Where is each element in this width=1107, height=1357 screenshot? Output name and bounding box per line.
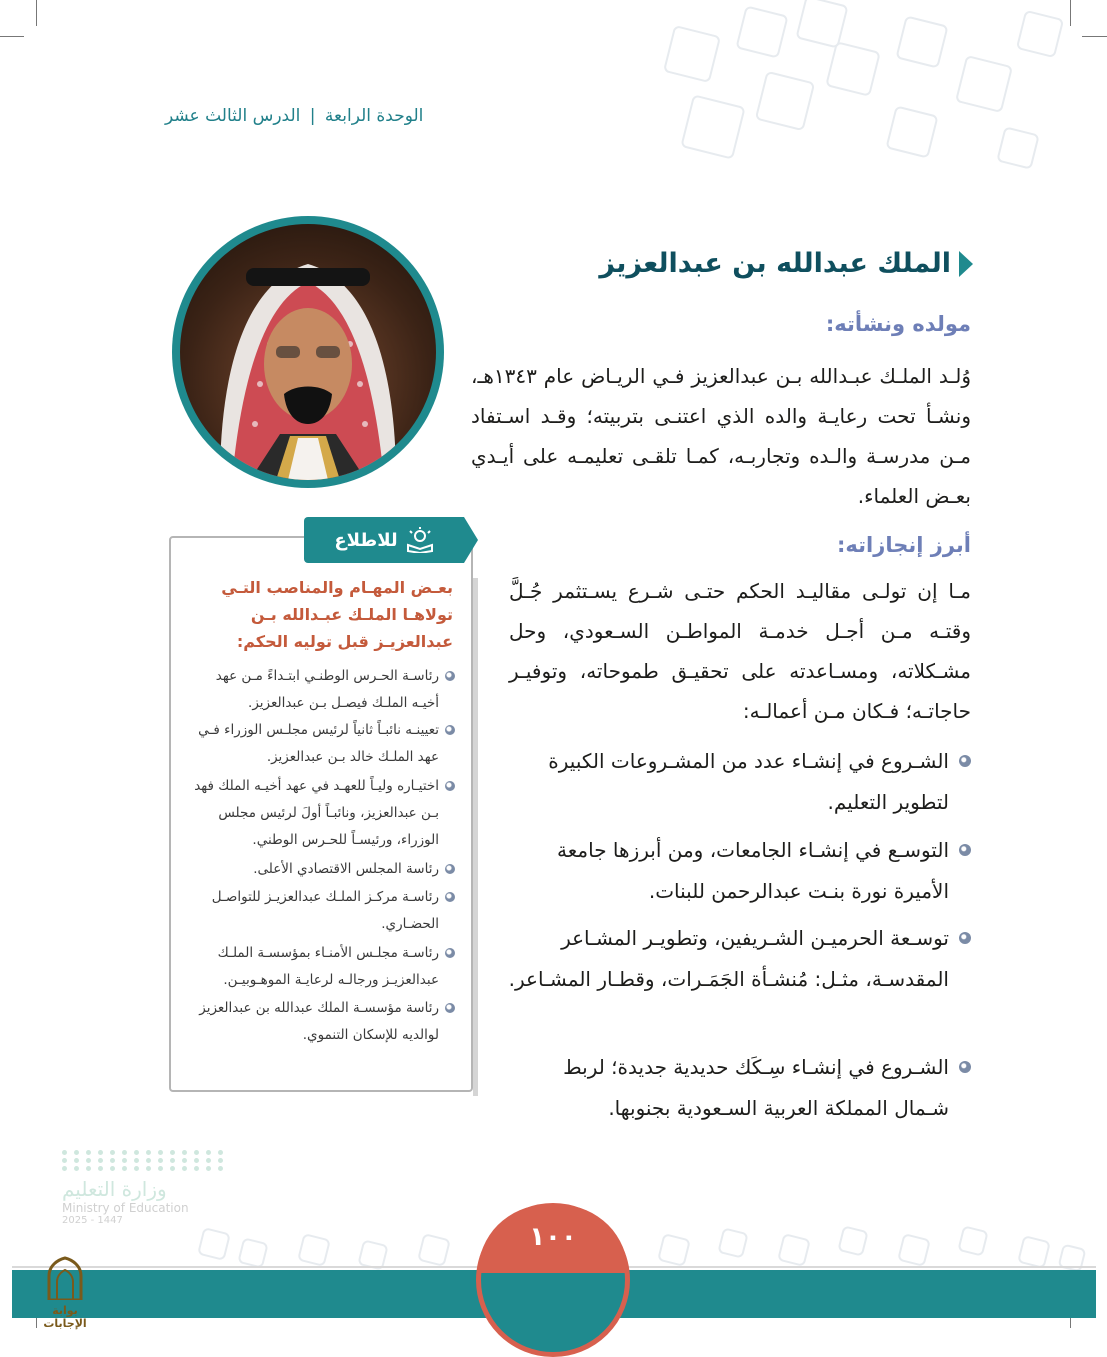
sidebar-item: اختيـاره وليـاً للعهـد في عهد أخيـه الملك فهد بـن عبدالعزيز، ونائبـاً أولَ لرئيس مجلس الوزراء، ورئيسـاً للحـرس الوطني. <box>185 773 455 854</box>
page-number: ١٠٠ <box>529 1222 577 1252</box>
bullet-icon <box>959 844 971 856</box>
portrait-frame <box>172 216 444 488</box>
title-arrow-icon <box>959 251 973 277</box>
bullet-icon <box>959 755 971 767</box>
portrait-illustration <box>180 224 436 480</box>
bullet-icon <box>445 892 455 902</box>
watermark-label: بوابة الإجابات <box>43 1304 87 1330</box>
sidebar-item: رئاسـة مجلـس الأمنـاء بمؤسسـة الملـك عبدالعزيـز ورجالـه لرعايـة الموهـوبيـن. <box>185 940 455 994</box>
bullet-icon <box>445 948 455 958</box>
achievements-heading: أبرز إنجازاته: <box>837 533 971 557</box>
bullet-icon <box>445 864 455 874</box>
sidebar-item: رئاسة مؤسسـة الملك عبدالله بن عبدالعزيز لوالديه للإسكان التنموي. <box>185 995 455 1049</box>
ministry-dots-icon <box>62 1150 202 1171</box>
watermark-logo <box>30 1256 100 1330</box>
bullet-icon <box>445 725 455 735</box>
sidebar-title: بعـض المهـام والمناصب التـي تولاهـا الملـك عبـدالله بـن عبدالعزيـز قبل توليه الحكم: <box>221 578 453 651</box>
ministry-logo <box>62 1150 202 1226</box>
achievement-item: الشـروع في إنشـاء عدد من المشـروعات الكبيرة لتطوير التعليم. <box>505 741 971 823</box>
achievements-intro: مـا إن تولـى مقاليـد الحكم حتـى شـرع يسـتثمر جُـلَّ وقتـه مـن أجـل خدمـة المواطـن السـعودي، وحل مشـكلاته، ومسـاعدته على تحقيـق طموحاته، وتوفيـر حاجاتـه؛ فـكان مـن أعمالـه: <box>509 579 971 723</box>
sidebar-item: رئاسـة الحـرس الوطنـي ابتـداءً مـن عهد أخيـه الملـك فيصـل بـن عبدالعزيز. <box>185 663 455 717</box>
bullet-icon <box>959 932 971 944</box>
header-separator: | <box>309 106 316 126</box>
lightbulb-book-icon <box>406 527 434 553</box>
ministry-year: 2025 - 1447 <box>62 1215 123 1226</box>
crop-mark <box>36 0 37 26</box>
sidebar-item: رئاسـة مركـز الملـك عبدالعزيـز للتواصـل الحضـاري. <box>185 884 455 938</box>
portrait-image <box>180 224 436 480</box>
unit-label: الوحدة الرابعة <box>324 106 424 126</box>
ministry-name-en: Ministry of Education <box>62 1201 189 1215</box>
bullet-icon <box>959 1061 971 1073</box>
birth-heading: مولده ونشأته: <box>825 312 971 336</box>
ministry-name-ar: وزارة التعليم <box>62 1177 167 1201</box>
bullet-icon <box>445 1003 455 1013</box>
tag-arrow-icon <box>464 517 478 563</box>
lesson-title <box>593 248 973 279</box>
achievement-item: توسـعة الحرميـن الشـريفين، وتطويـر المشـاعر المقدسـة، مثـل: مُنشـأة الجَمَـرات، وقطـار المشـاعر. <box>505 918 971 1000</box>
info-tag-label: للاطلاع <box>334 529 398 551</box>
crop-mark <box>0 36 24 37</box>
achievement-item: التوسـع في إنشـاء الجامعات، ومن أبرزها جامعة الأميرة نورة بنـت عبدالرحمن للبنات. <box>505 830 971 912</box>
page-header <box>165 106 457 126</box>
birth-paragraph: وُلـد الملـك عبـدالله بـن عبدالعزيز فـي الريـاض عام ١٣٤٣هـ، ونشـأ تحت رعايـة والده الذي اعتنـى بتربيته؛ وقـد اسـتفاد مـن مدرسـة والـده وتجاربـه، كمـا تلقـى تعليمـه على أيـدي بعـض العلماء. <box>471 364 971 508</box>
sidebar-item: رئاسة المجلس الاقتصادي الأعلى. <box>185 856 455 883</box>
lesson-label: الدرس الثالث عشر <box>165 106 301 126</box>
crop-mark <box>1070 0 1071 26</box>
bullet-icon <box>445 781 455 791</box>
crop-mark <box>1082 36 1107 37</box>
info-tag <box>304 517 464 563</box>
sidebar-item: تعيينـه نائبـاً ثانياً لرئيس مجلـس الوزراء فـي عهد الملـك خالد بـن عبدالعزيز. <box>185 717 455 771</box>
achievement-item: الشـروع في إنشـاء سِـكَك حديدية جديدة؛ لربط شـمال المملكة العربية السـعودية بجنوبها. <box>505 1047 971 1129</box>
bullet-icon <box>445 671 455 681</box>
title-text: الملك عبدالله بن عبدالعزيز <box>599 248 951 279</box>
mosque-icon <box>43 1256 87 1300</box>
